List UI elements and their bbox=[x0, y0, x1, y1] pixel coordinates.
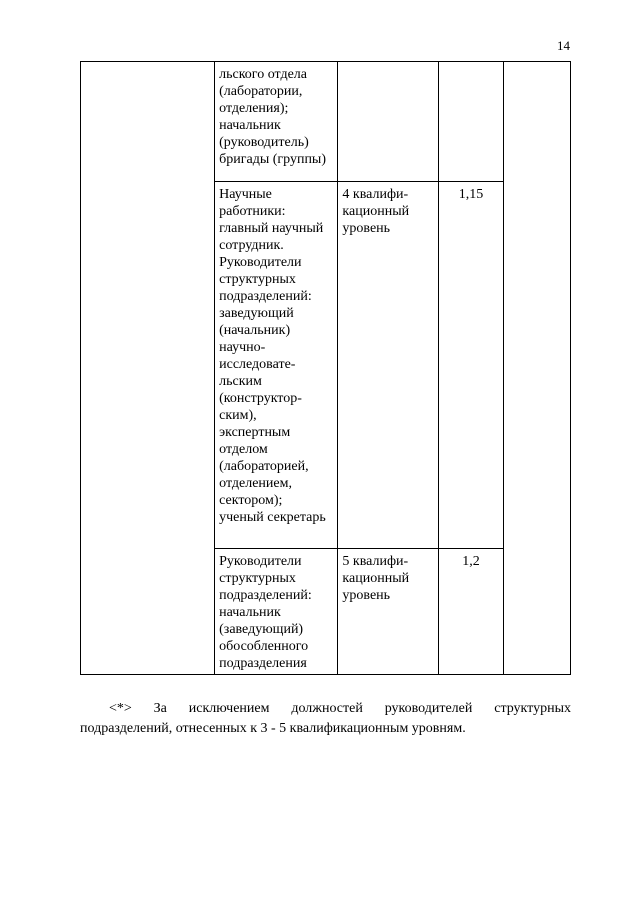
qualification-table bbox=[80, 61, 571, 675]
table-row bbox=[81, 62, 571, 182]
extra-cell bbox=[503, 62, 570, 675]
coefficient-cell: 1,15 bbox=[439, 182, 504, 549]
qualification-level-cell: 5 квалифи- кационный уровень bbox=[338, 549, 439, 675]
group-cell bbox=[81, 62, 215, 675]
position-cell: Научные работники: главный научный сотрудник. Руководители структурных подразделений: заведующий (начальник) научно- исследовате- льским (конструктор- ским), экспертным отделом (лабораторией, отделением, сектором); ученый секретарь bbox=[215, 182, 338, 549]
qualification-level-cell: 4 квалифи- кационный уровень bbox=[338, 182, 439, 549]
page-number: 14 bbox=[557, 38, 570, 53]
coefficient-cell: 1,2 bbox=[439, 549, 504, 675]
qualification-level-cell bbox=[338, 62, 439, 182]
position-cell: льского отдела (лаборатории, отделения); начальник (руководитель) бригады (группы) bbox=[215, 62, 338, 182]
footnote: <*> За исключением должностей руководителей структурных подразделений, отнесенных к 3 - 5 квалификационным уровням. bbox=[80, 701, 571, 736]
position-cell: Руководители структурных подразделений: начальник (заведующий) обособленного подразделения bbox=[215, 549, 338, 675]
coefficient-cell bbox=[439, 62, 504, 182]
